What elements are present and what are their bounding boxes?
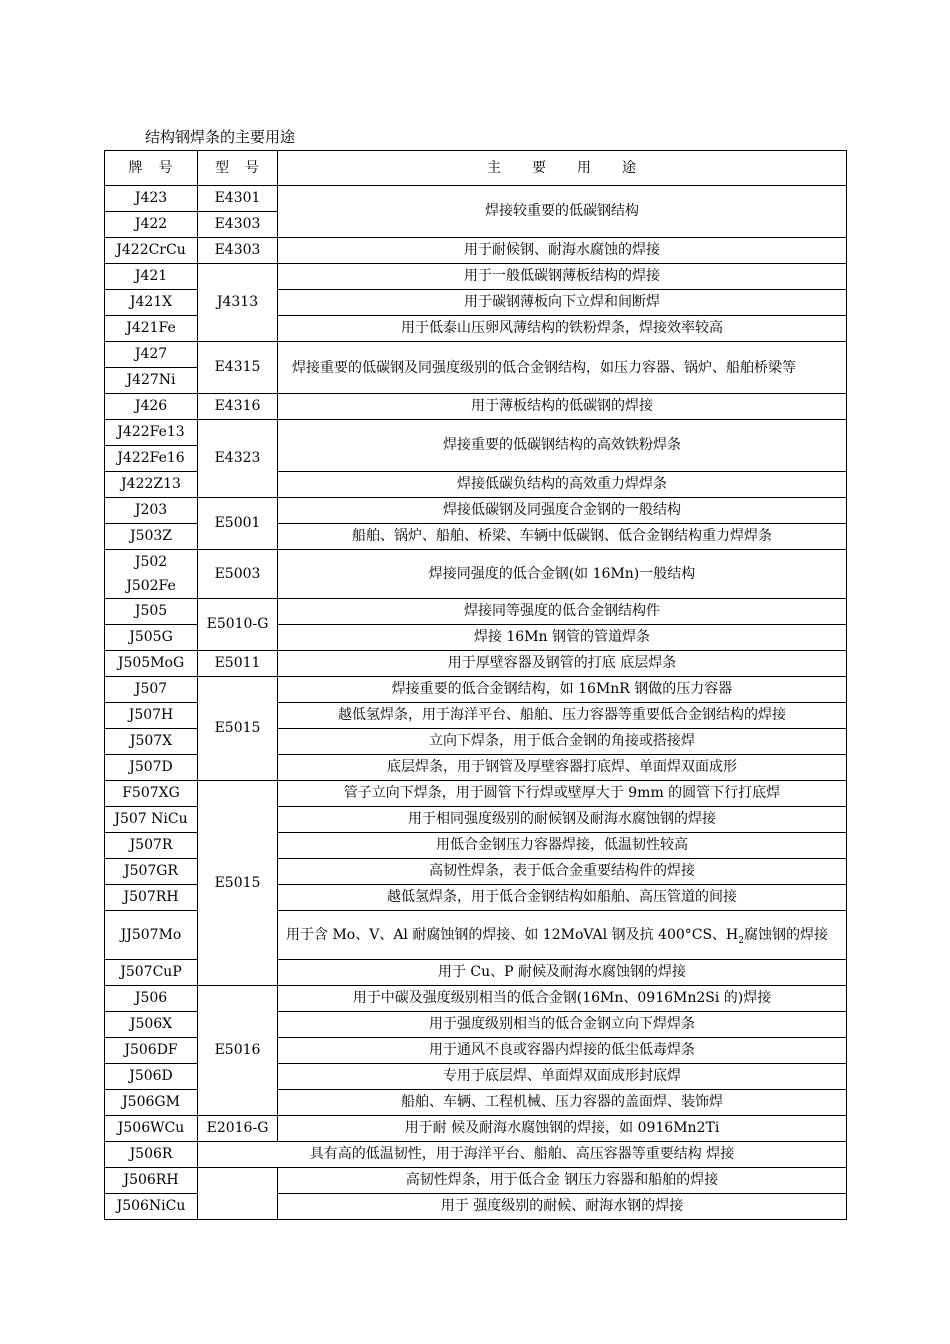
table-row	[105, 1116, 847, 1142]
brand-cell: J507GR	[105, 859, 198, 885]
table-caption: 结构钢焊条的主要用途	[145, 128, 296, 146]
model-cell: E5015	[198, 781, 278, 986]
usage-cell: 立向下焊条，用于低合金钢的角接或搭接焊	[278, 729, 847, 755]
usage-cell: 用于耐候钢、耐海水腐蚀的焊接	[278, 238, 847, 264]
table-row	[105, 1168, 847, 1194]
usage-cell: 焊接较重要的低碳钢结构	[278, 186, 847, 238]
usage-cell: 用于耐 候及耐海水腐蚀钢的焊接，如 0916Mn2Ti	[278, 1116, 847, 1142]
usage-cell: 具有高的低温韧性，用于海洋平台、船舶、高压容器等重要结构 焊接	[198, 1142, 847, 1168]
brand-cell: F507XG	[105, 781, 198, 807]
model-cell: E4323	[198, 420, 278, 498]
header-model: 型 号	[198, 151, 278, 186]
usage-cell: 用于一般低碳钢薄板结构的焊接	[278, 264, 847, 290]
usage-cell: 用于相同强度级别的耐候钢及耐海水腐蚀钢的焊接	[278, 807, 847, 833]
table-row	[105, 342, 847, 368]
brand-cell: J505G	[105, 625, 198, 651]
usage-cell: 专用于底层焊、单面焊双面成形封底焊	[278, 1064, 847, 1090]
brand-cell: J507	[105, 677, 198, 703]
usage-cell: 用于通风不良或容器内焊接的低尘低毒焊条	[278, 1038, 847, 1064]
table-row	[105, 550, 847, 599]
brand-cell: J506D	[105, 1064, 198, 1090]
usage-cell: 用于薄板结构的低碳钢的焊接	[278, 394, 847, 420]
brand-cell: J506X	[105, 1012, 198, 1038]
brand-line: J502	[134, 554, 168, 570]
table-row	[105, 420, 847, 446]
usage-cell: 高韧性焊条，表于低合金重要结构件的焊接	[278, 859, 847, 885]
brand-cell: J506WCu	[105, 1116, 198, 1142]
brand-cell: J506	[105, 986, 198, 1012]
brand-cell: J507CuP	[105, 960, 198, 986]
usage-cell: 焊接低碳负结构的高效重力焊焊条	[278, 472, 847, 498]
usage-cell: 焊接重要的低碳钢及同强度级别的低合金钢结构，如压力容器、锅炉、船舶桥梁等	[278, 342, 847, 394]
header-usage: 主 要 用 途	[278, 151, 847, 186]
usage-cell: 船舶、锅炉、船舶、桥梁、车辆中低碳钢、低合金钢结构重力焊焊条	[278, 524, 847, 550]
usage-cell: 底层焊条，用于钢管及厚壁容器打底焊、单面焊双面成形	[278, 755, 847, 781]
electrode-usage-table	[104, 150, 847, 1220]
brand-cell: J506NiCu	[105, 1194, 198, 1220]
table-row	[105, 238, 847, 264]
usage-cell: 用于 Cu、P 耐候及耐海水腐蚀钢的焊接	[278, 960, 847, 986]
model-cell: E5011	[198, 651, 278, 677]
brand-cell: J203	[105, 498, 198, 524]
model-cell: E5010-G	[198, 599, 278, 651]
brand-line: J502Fe	[126, 578, 176, 594]
table-row	[105, 498, 847, 524]
usage-cell: 用于中碳及强度级别相当的低合金钢(16Mn、0916Mn2Si 的)焊接	[278, 986, 847, 1012]
usage-cell: 越低氢焊条，用于低合金钢结构如船舶、高压管道的间接	[278, 885, 847, 911]
usage-cell: 越低氢焊条，用于海洋平台、船舶、压力容器等重要低合金钢结构的焊接	[278, 703, 847, 729]
model-cell: E5015	[198, 677, 278, 781]
table-row	[105, 781, 847, 807]
brand-cell: J506GM	[105, 1090, 198, 1116]
model-cell	[198, 1168, 278, 1220]
brand-cell: J423	[105, 186, 198, 212]
brand-cell: J506RH	[105, 1168, 198, 1194]
usage-subscript: 2	[738, 935, 745, 946]
usage-cell: 管子立向下焊条，用于圆管下行焊或壁厚大于 9mm 的圆管下行打底焊	[278, 781, 847, 807]
usage-cell: 焊接同等强度的低合金钢结构件	[278, 599, 847, 625]
usage-cell: 焊接低碳钢及同强度合金钢的一般结构	[278, 498, 847, 524]
brand-cell: J507RH	[105, 885, 198, 911]
model-cell: E4303	[198, 212, 278, 238]
brand-cell: J507 NiCu	[105, 807, 198, 833]
brand-cell: J422	[105, 212, 198, 238]
usage-text: 用于含 Mo、V、Al 耐腐蚀钢的焊接、如 12MoVAl 钢及抗 400°CS、H	[286, 927, 739, 943]
brand-cell: J422Fe16	[105, 446, 198, 472]
brand-cell: J503Z	[105, 524, 198, 550]
table-row	[105, 394, 847, 420]
brand-cell: J427	[105, 342, 198, 368]
brand-cell: J421Fe	[105, 316, 198, 342]
header-brand: 牌 号	[105, 151, 198, 186]
table-row	[105, 986, 847, 1012]
brand-cell: J421	[105, 264, 198, 290]
usage-cell: 用于 强度级别的耐候、耐海水钢的焊接	[278, 1194, 847, 1220]
model-cell: E5003	[198, 550, 278, 599]
model-cell: E4301	[198, 186, 278, 212]
brand-cell: J421X	[105, 290, 198, 316]
brand-cell: J427Ni	[105, 368, 198, 394]
model-cell: E4316	[198, 394, 278, 420]
usage-cell: 用于强度级别相当的低合金钢立向下焊焊条	[278, 1012, 847, 1038]
brand-cell: J422CrCu	[105, 238, 198, 264]
usage-text: 腐蚀钢的焊接	[744, 927, 829, 943]
model-cell: E5016	[198, 986, 278, 1116]
usage-cell: 焊接 16Mn 钢管的管道焊条	[278, 625, 847, 651]
table-row	[105, 186, 847, 212]
brand-cell: J507H	[105, 703, 198, 729]
brand-cell: J506DF	[105, 1038, 198, 1064]
brand-cell: J422Fe13	[105, 420, 198, 446]
model-cell: E5001	[198, 498, 278, 550]
table-row	[105, 599, 847, 625]
brand-cell: J422Z13	[105, 472, 198, 498]
brand-cell: J426	[105, 394, 198, 420]
usage-cell: 高韧性焊条，用于低合金 钢压力容器和船舶的焊接	[278, 1168, 847, 1194]
brand-cell: J507D	[105, 755, 198, 781]
model-cell: E2016-G	[198, 1116, 278, 1142]
brand-cell: J505	[105, 599, 198, 625]
brand-cell: JJ507Mo	[105, 911, 198, 960]
table-row	[105, 677, 847, 703]
usage-cell: 焊接同强度的低合金钢(如 16Mn)一般结构	[278, 550, 847, 599]
brand-cell	[105, 550, 198, 599]
table-row	[105, 651, 847, 677]
usage-cell: 用于低泰山压卵风薄结构的铁粉焊条，焊接效率较高	[278, 316, 847, 342]
model-cell: J4313	[198, 264, 278, 342]
usage-cell: 焊接重要的低碳钢结构的高效铁粉焊条	[278, 420, 847, 472]
table-row	[105, 264, 847, 290]
usage-cell	[278, 911, 847, 960]
brand-cell: J507X	[105, 729, 198, 755]
usage-cell: 用于碳钢薄板向下立焊和间断焊	[278, 290, 847, 316]
brand-cell: J506R	[105, 1142, 198, 1168]
model-cell: E4315	[198, 342, 278, 394]
table-header-row	[105, 151, 847, 186]
table-row	[105, 1142, 847, 1168]
usage-cell: 船舶、车辆、工程机械、压力容器的盖面焊、装饰焊	[278, 1090, 847, 1116]
usage-cell: 用低合金钢压力容器焊接，低温韧性较高	[278, 833, 847, 859]
model-cell: E4303	[198, 238, 278, 264]
brand-cell: J505MoG	[105, 651, 198, 677]
usage-cell: 焊接重要的低合金钢结构，如 16MnR 钢做的压力容器	[278, 677, 847, 703]
brand-cell: J507R	[105, 833, 198, 859]
usage-cell: 用于厚壁容器及钢管的打底 底层焊条	[278, 651, 847, 677]
